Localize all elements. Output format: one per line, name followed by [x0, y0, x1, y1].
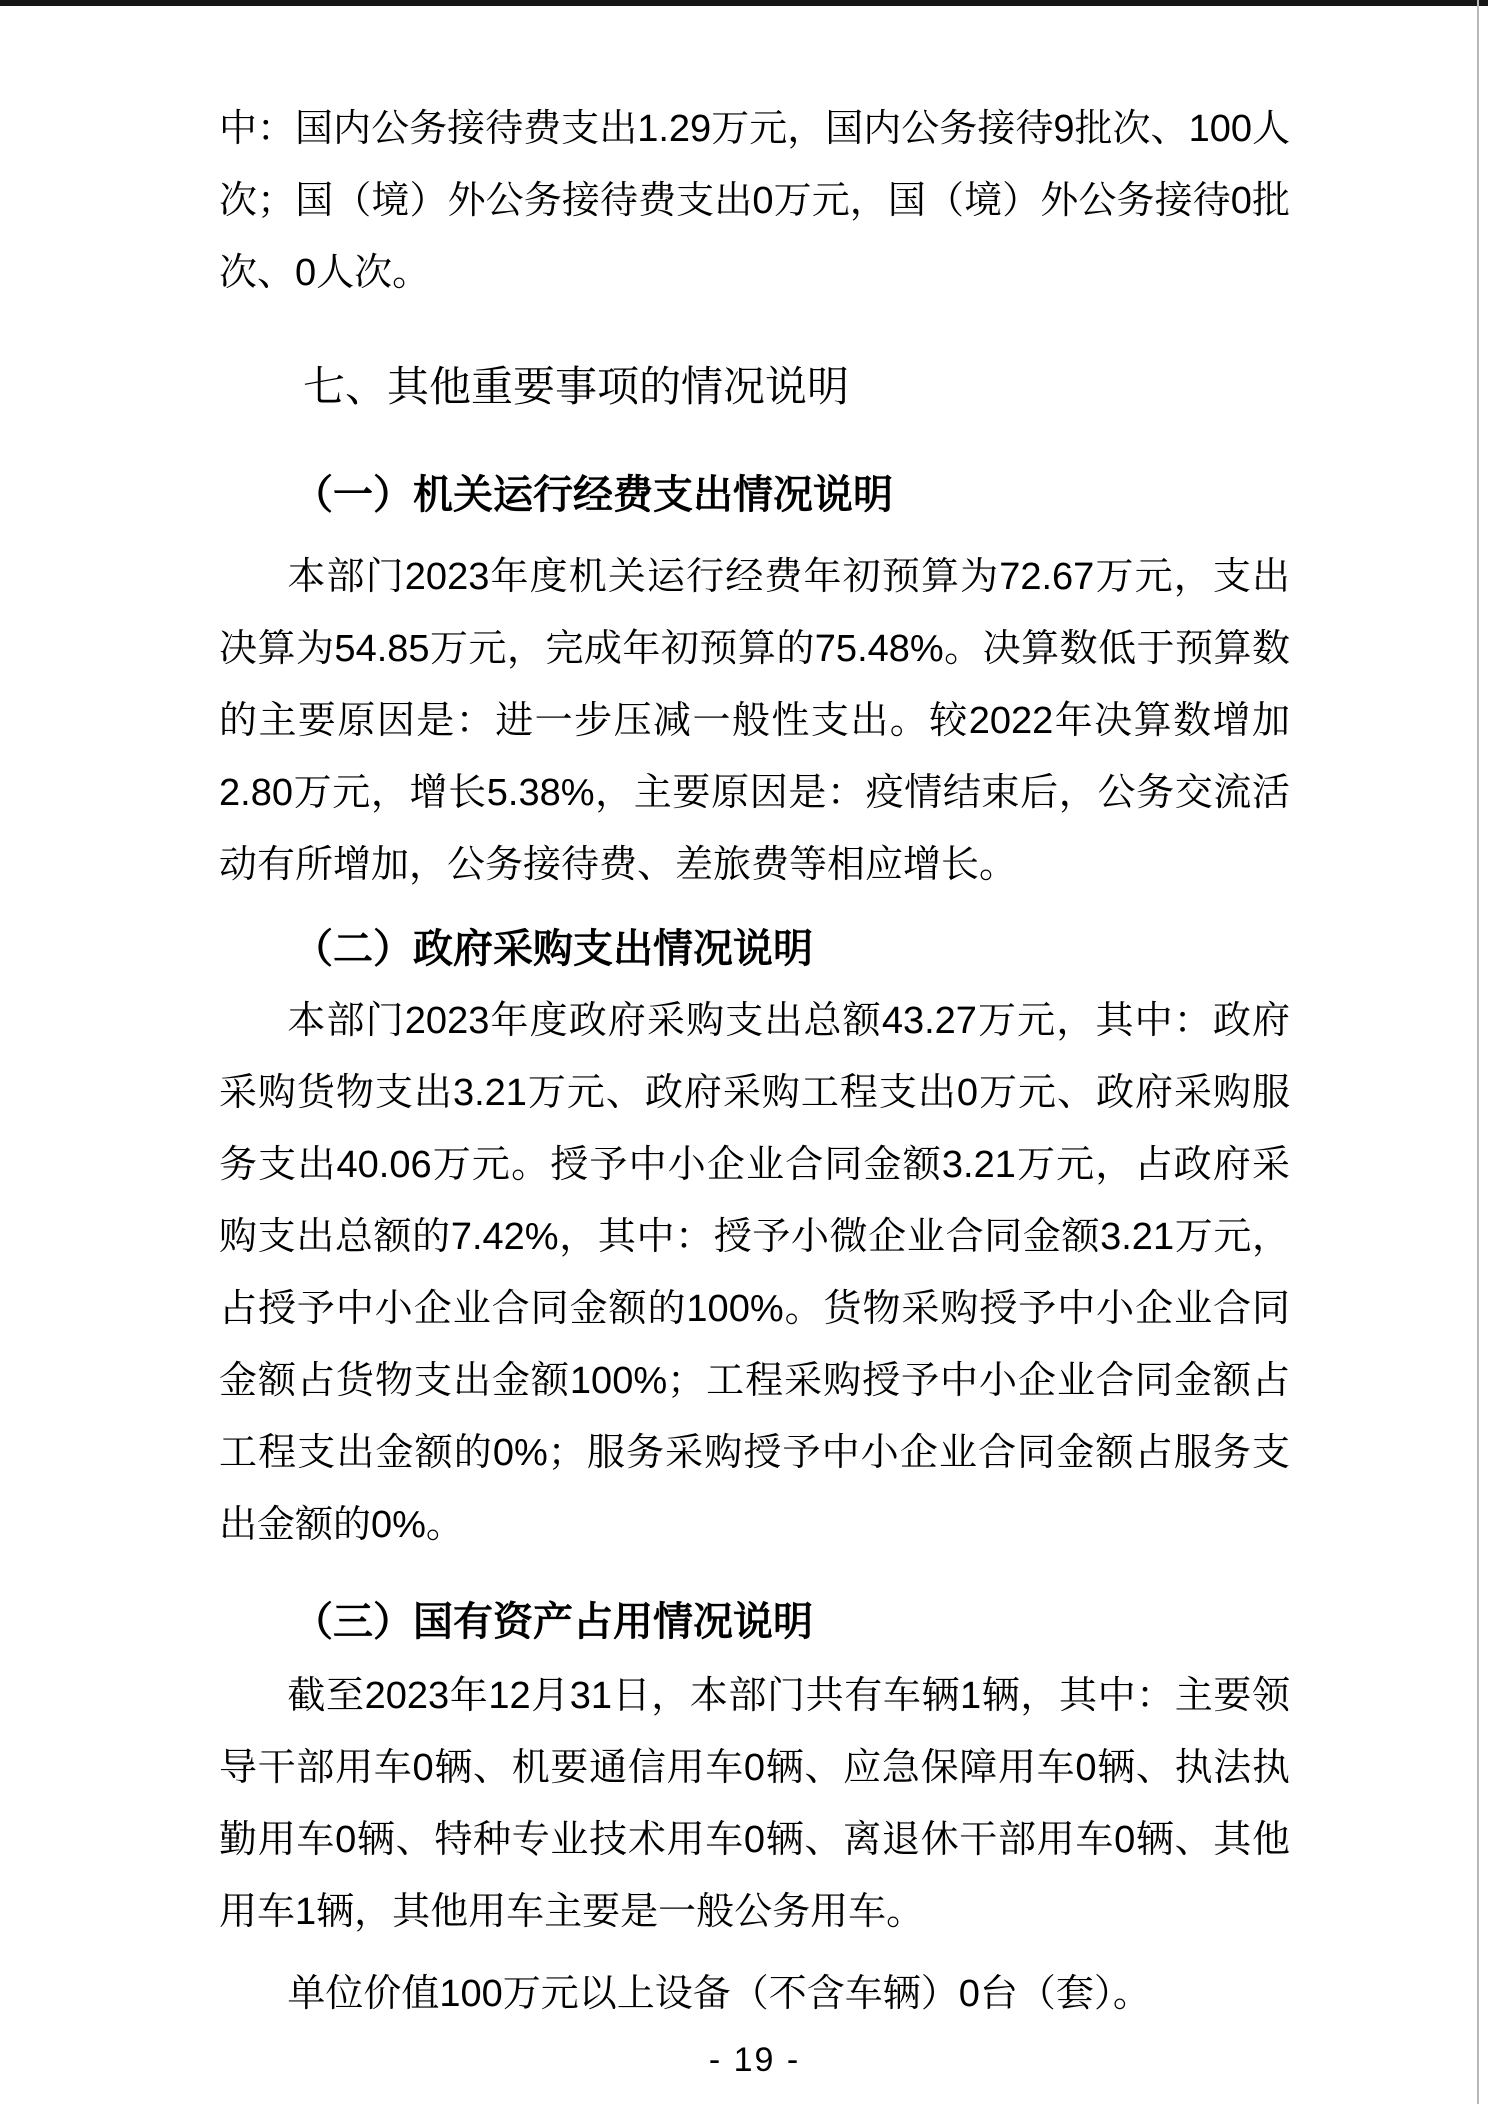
subsection-heading-1: （一）机关运行经费支出情况说明	[293, 473, 893, 517]
document-body	[219, 93, 1290, 2030]
section-heading: 七、其他重要事项的情况说明	[303, 363, 850, 410]
scan-edge-right	[1477, 0, 1479, 2104]
subsection-2-paragraph: 本部门2023年度政府采购支出总额43.27万元，其中：政府采购货物支出3.21万元、政府采购工程支出0万元、政府采购服务支出40.06万元。授予中小企业合同金额3.21万元，占政府采购支出总额的7.42%，其中：授予小微企业合同金额3.21万元，占授予中小企业合同金额的100%。货物采购授予中小企业合同金额占货物支出金额100%；工程采购授予中小企业合同金额占工程支出金额的0%；服务采购授予中小企业合同金额占服务支出金额的0%。	[219, 1000, 1290, 1546]
subsection-heading-3: （三）国有资产占用情况说明	[293, 1600, 813, 1644]
scan-edge-top	[0, 0, 1488, 6]
subsection-heading-2: （二）政府采购支出情况说明	[293, 927, 813, 971]
subsection-1-paragraph: 本部门2023年度机关运行经费年初预算为72.67万元，支出决算为54.85万元，完成年初预算的75.48%。决算数低于预算数的主要原因是：进一步压减一般性支出。较2022年决算数增加2.80万元，增长5.38%，主要原因是：疫情结束后，公务交流活动有所增加，公务接待费、差旅费等相应增长。	[219, 556, 1290, 886]
subsection-3-paragraph-equipment: 单位价值100万元以上设备（不含车辆）0台（套）。	[287, 1973, 1151, 2015]
carryover-paragraph: 中：国内公务接待费支出1.29万元，国内公务接待9批次、100人次；国（境）外公务接待费支出0万元，国（境）外公务接待0批次、0人次。	[219, 108, 1290, 294]
subsection-3-paragraph: 截至2023年12月31日，本部门共有车辆1辆，其中：主要领导干部用车0辆、机要通信用车0辆、应急保障用车0辆、执法执勤用车0辆、特种专业技术用车0辆、离退休干部用车0辆、其他用车1辆，其他用车主要是一般公务用车。	[219, 1675, 1290, 1933]
page-number: - 19 -	[708, 2041, 801, 2079]
